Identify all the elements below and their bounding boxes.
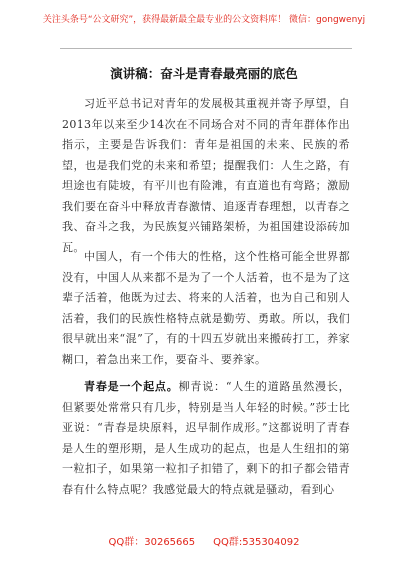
- header-divider: [60, 48, 352, 49]
- paragraph-3-text: 柳青说：“人生的道路虽然漫长，但紧要处常常只有几步，特别是当人年轻的时候。”莎士比亚说：“青春是块原料，迟早制作成形。”这都说明了青春是人生的塑形期，是人生成功的起点，也是人生纽扣的第一粒扣子，如果第一粒扣子扣错了，剩下的扣子都会错青春有什么特点呢？我感觉最大的特点就是骚动，看到心: [62, 380, 350, 496]
- paragraph-3: [62, 377, 350, 500]
- paragraph-1-text: 习近平总书记对青年的发展极其重视并寄予厚望，自2013年以来至少14次在不同场合对不同的青年群体作出指示，主要是告诉我们：青年是祖国的未来、民族的希望，也是我们党的未来和希望；提醒我们：人生之路，有坦途也有陡坡，有平川也有险滩，有直道也有弯路；激励我们要在奋斗中释放青春激情、追逐青春理想，以青春之我、奋斗之我，为民族复兴铺路架桥，为祖国建设添砖加瓦。: [62, 97, 350, 254]
- footer-qq-group-1: QQ群：30265665: [108, 537, 196, 548]
- footer-qq-group-2: QQ群:535304092: [213, 537, 300, 548]
- paragraph-2: [62, 247, 350, 370]
- paragraph-3-lead: 青春是一个起点。: [84, 380, 179, 393]
- paragraph-2-text: 中国人，有一个伟大的性格，这个性格可能全世界都没有，中国人从来都不是为了一个人活着，也不是为了这辈子活着，他既为过去、将来的人活着，也为自己和别人活着，我们的民族性格特点就是勤劳、勇敢。所以，我们很早就出来“混”了，有的十四五岁就出来搬砖打工，养家糊口，着急出来工作，要奋斗、要养家。: [62, 250, 350, 366]
- paragraph-1: [62, 94, 350, 258]
- document-title: 演讲稿：奋斗是青春最亮丽的底色: [110, 66, 298, 81]
- header-banner: 关注头条号“公文研究”，获得最新最全最专业的公文资料库！ 微信：gongwenyj: [42, 15, 366, 25]
- footer-contact: [0, 536, 408, 550]
